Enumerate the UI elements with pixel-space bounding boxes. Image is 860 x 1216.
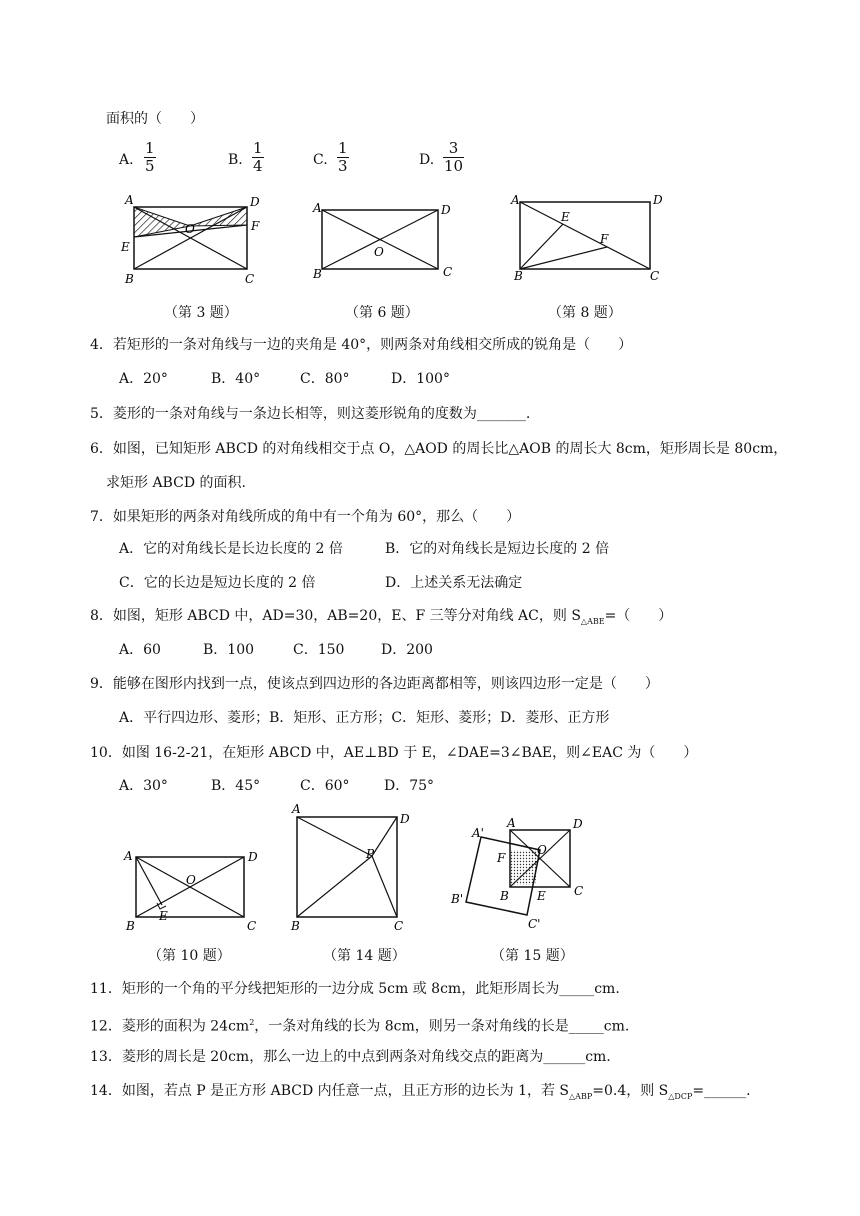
fig14-label-a: A bbox=[292, 802, 301, 816]
fig14-label-d: D bbox=[400, 812, 410, 826]
fig14-label-c: C bbox=[394, 919, 404, 933]
fig15-label-c: C bbox=[574, 884, 584, 898]
q14-text: 14．如图，若点 P 是正方形 ABCD 内任意一点，且正方形的边长为 1，若 $S_{\triangle ABP}=0.4$，则 $S_{\triangle DCP}=\_\_\_\_\_\_$. bbox=[90, 1083, 751, 1101]
fig3-label-e: E bbox=[121, 240, 130, 254]
q3-option-c-fraction: $\frac{1}{3}$ bbox=[338, 139, 348, 175]
figure-q8 bbox=[510, 193, 663, 283]
q4-option-c: C．80° bbox=[300, 371, 350, 387]
q12-text: 12．菱形的面积为 $24cm^2$，一条对角线的长为 8cm，则另一条对角线的长是_____cm. bbox=[90, 1018, 630, 1035]
fig15-label-d: D bbox=[573, 817, 583, 831]
caption-fig8: （第 8 题） bbox=[548, 305, 622, 321]
fig10-label-o: O bbox=[186, 873, 196, 887]
fig8-label-d: D bbox=[653, 193, 663, 207]
fig15-label-b-prime: B' bbox=[451, 892, 464, 906]
q3-option-a-fraction: $\frac{1}{5}$ bbox=[145, 139, 155, 175]
fig3-label-o: O bbox=[185, 222, 195, 236]
fig6-label-b: B bbox=[313, 267, 322, 281]
fig3-label-b: B bbox=[125, 272, 134, 286]
fig3-label-f: F bbox=[251, 219, 260, 233]
q4-option-b: B．40° bbox=[211, 371, 261, 387]
fig8-label-c: C bbox=[650, 269, 660, 283]
figure-q10 bbox=[123, 849, 258, 933]
fig15-label-b: B bbox=[500, 889, 509, 903]
fig3-label-d: D bbox=[250, 195, 260, 209]
fig14-label-b: B bbox=[291, 919, 300, 933]
q6-text-line1: 6．如图，已知矩形 ABCD 的对角线相交于点 O，△AOD 的周长比△AOB 的周长大 8cm，矩形周长是 80cm， bbox=[90, 441, 788, 457]
q3-option-c-letter: C. bbox=[313, 152, 328, 168]
fig15-label-c-prime: C' bbox=[528, 917, 541, 931]
q13-text: 13．菱形的周长是 20cm，那么一边上的中点到两条对角线交点的距离为______cm. bbox=[90, 1049, 611, 1065]
q3-option-d-letter: D. bbox=[419, 152, 435, 168]
fig6-label-d: D bbox=[441, 203, 451, 217]
q6-text-line2: 求矩形 ABCD 的面积. bbox=[106, 475, 246, 491]
fig10-label-a: A bbox=[124, 849, 133, 863]
fig10-label-e: E bbox=[159, 909, 168, 923]
caption-fig14: （第 14 题） bbox=[323, 948, 406, 964]
q10-option-b: B．45° bbox=[211, 778, 261, 794]
q10-text: 10．如图 16-2-21，在矩形 ABCD 中，AE⊥BD 于 E，∠DAE=3∠BAE，则∠EAC 为（ ） bbox=[90, 745, 698, 761]
fig8-label-e: E bbox=[561, 210, 570, 224]
q3-option-b-fraction: $\frac{1}{4}$ bbox=[253, 139, 263, 175]
fig15-label-e: E bbox=[537, 889, 546, 903]
fig15-label-o: O bbox=[537, 843, 547, 857]
q3-text: 面积的（ ） bbox=[106, 111, 204, 127]
q8-option-d: D．200 bbox=[381, 642, 433, 658]
q7-text: 7．如果矩形的两条对角线所成的角中有一个角为 60°，那么（ ） bbox=[90, 509, 521, 525]
q10-option-d: D．75° bbox=[384, 778, 435, 794]
q5-text: 5．菱形的一条对角线与一条边长相等，则这菱形锐角的度数为_______. bbox=[90, 406, 531, 422]
fig15-label-f: F bbox=[497, 851, 506, 865]
fig10-label-c: C bbox=[247, 919, 257, 933]
fig6-label-a: A bbox=[313, 201, 322, 215]
fig6-label-c: C bbox=[443, 265, 453, 279]
caption-fig15: （第 15 题） bbox=[491, 948, 574, 964]
q8-option-a: A．60 bbox=[119, 642, 161, 658]
q8-option-c: C．150 bbox=[293, 642, 345, 658]
figure-q14 bbox=[290, 802, 410, 933]
q9-options: A．平行四边形、菱形；B．矩形、正方形；C．矩形、菱形；D．菱形、正方形 bbox=[119, 710, 610, 726]
fig10-label-b: B bbox=[126, 919, 135, 933]
q10-option-a: A．30° bbox=[119, 778, 168, 794]
q3-option-b-letter: B. bbox=[228, 152, 243, 168]
caption-fig3: （第 3 题） bbox=[164, 305, 238, 321]
q10-option-c: C．60° bbox=[300, 778, 350, 794]
fig6-label-o: O bbox=[374, 245, 384, 259]
fig3-label-a: A bbox=[125, 193, 134, 207]
fig8-label-a: A bbox=[511, 193, 520, 207]
q9-text: 9．能够在图形内找到一点，使该点到四边形的各边距离都相等，则该四边形一定是（ ） bbox=[90, 676, 659, 692]
q11-text: 11．矩形的一个角的平分线把矩形的一边分成 5cm 或 8cm，此矩形周长为_____cm. bbox=[90, 981, 620, 997]
q7-option-d: D．上述关系无法确定 bbox=[385, 575, 523, 591]
fig8-label-b: B bbox=[514, 269, 523, 283]
q3-option-a-letter: A. bbox=[119, 152, 134, 168]
fig8-label-f: F bbox=[600, 232, 609, 246]
q8-option-b: B．100 bbox=[203, 642, 255, 658]
q8-text: 8．如图，矩形 ABCD 中，AD=30，AB=20，E、F 三等分对角线 AC，则 $S_{\triangle ABE}=$（ ） bbox=[90, 608, 673, 626]
fig3-label-c: C bbox=[245, 272, 255, 286]
q4-option-d: D．100° bbox=[391, 371, 450, 387]
caption-fig6: （第 6 题） bbox=[345, 305, 419, 321]
q4-text: 4．若矩形的一条对角线与一边的夹角是 40°，则两条对角线相交所成的锐角是（ ） bbox=[90, 337, 633, 353]
mid-figures bbox=[0, 800, 860, 950]
figure-q6 bbox=[312, 201, 452, 281]
fig15-label-a-prime: A' bbox=[472, 826, 484, 840]
fig15-label-a: A bbox=[507, 816, 516, 830]
q7-option-a: A．它的对角线长是长边长度的 2 倍 bbox=[119, 541, 343, 557]
q7-option-c: C．它的长边是短边长度的 2 倍 bbox=[119, 575, 316, 591]
caption-fig10: （第 10 题） bbox=[148, 948, 231, 964]
q4-option-a: A．20° bbox=[119, 371, 168, 387]
figure-q15 bbox=[450, 816, 583, 931]
fig14-label-p: P bbox=[366, 847, 375, 861]
fig10-label-d: D bbox=[248, 850, 258, 864]
top-figures bbox=[0, 190, 860, 300]
figure-q3 bbox=[120, 193, 260, 286]
q7-option-b: B．它的对角线长是短边长度的 2 倍 bbox=[385, 541, 610, 557]
q3-option-d-fraction: $\frac{3}{10}$ bbox=[444, 139, 464, 175]
